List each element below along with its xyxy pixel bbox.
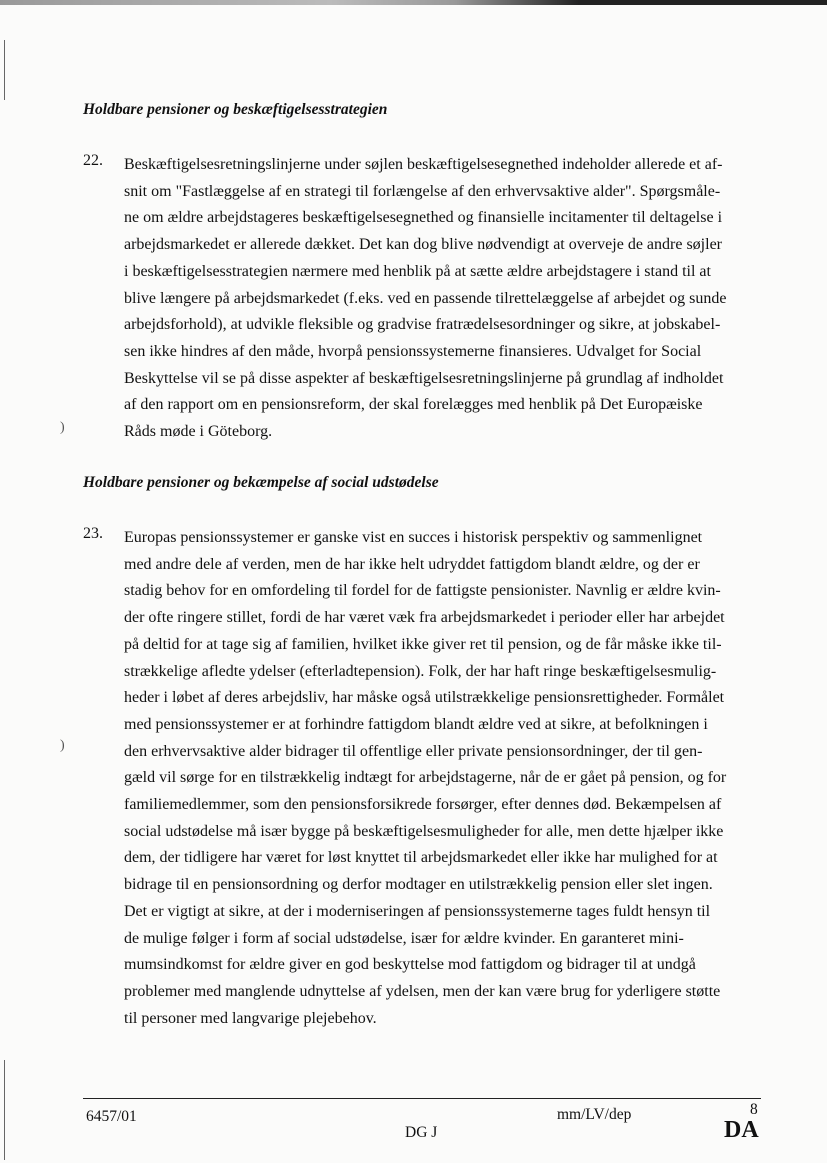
- text-line: til personer med langvarige plejebehov.: [124, 1009, 377, 1027]
- directorate: DG J: [405, 1124, 438, 1141]
- scan-left-edge-lower: [4, 1060, 5, 1160]
- scan-top-edge: [0, 0, 827, 5]
- text-line: bidrage til en pensionsordning og derfor modtager en utilstrækkelig pension eller slet ingen.: [124, 876, 713, 894]
- text-line: de mulige følger i form af social udstødelse, især for ældre kvinder. En garanteret mini-: [124, 929, 684, 947]
- text-line: Beskyttelse vil se på disse aspekter af beskæftigelsesretningslinjerne på grundlag af indholdet: [124, 369, 724, 387]
- paragraph-number: 22.: [83, 152, 103, 169]
- text-line: ne om ældre arbejdstageres beskæftigelsesegnethed og finansielle incitamenter til deltagelse i: [124, 209, 723, 227]
- paragraph-text: [124, 525, 774, 1032]
- text-line: mumsindkomst for ældre giver en god beskyttelse mod fattigdom og bidrager til at undgå: [124, 956, 696, 974]
- text-line: Europas pensionssystemer er ganske vist en succes i historisk perspektiv og sammenlignet: [124, 529, 703, 546]
- text-line: på deltid for at tage sig af familien, hvilket ikke giver ret til pension, og de får måske ikke til-: [124, 635, 722, 653]
- margin-mark: ): [60, 420, 65, 435]
- paragraph-number: 23.: [83, 525, 103, 542]
- section-heading-pensions-employment: Holdbare pensioner og beskæftigelsesstrategien: [83, 101, 388, 118]
- scan-left-edge: [4, 40, 5, 100]
- text-line: dem, der tidligere har været for løst knyttet til arbejdsmarkedet eller ikke har mulighed for at: [124, 849, 718, 867]
- text-line: blive længere på arbejdsmarkedet (f.eks. ved en passende tilrettelæggelse af arbejdet og sunde: [124, 289, 727, 307]
- text-line: familiemedlemmer, som den pensionsforsikrede forsørger, efter dennes død. Bekæmpelsen af: [124, 796, 722, 814]
- text-line: heder i løbet af deres arbejdsliv, har måske også utilstrækkelige pensionsrettigheder. Formålet: [124, 689, 725, 707]
- text-line: sen ikke hindres af den måde, hvorpå pensionssystemerne finansieres. Udvalget for Social: [124, 342, 702, 360]
- text-line: problemer med manglende udnyttelse af ydelsen, men der kan være brug for yderligere støtte: [124, 982, 721, 1000]
- doc-number: 6457/01: [86, 1108, 137, 1125]
- text-line: strækkelige afledte ydelser (efterladtepension). Folk, der har haft ringe beskæftigelsesmulig-: [124, 662, 717, 680]
- text-line: i beskæftigelsesstrategien nærmere med henblik på at sætte ældre arbejdstagere i stand til at: [124, 262, 711, 280]
- text-line: Råds møde i Göteborg.: [124, 423, 273, 441]
- text-line: der ofte ringere stillet, fordi de har været væk fra arbejdsmarkedet i perioder eller har arbejdet: [124, 609, 725, 627]
- text-line: af den rapport om en pensionsreform, der skal forelægges med henblik på Det Europæiske: [124, 396, 703, 414]
- text-line: med pensionssystemer er at forhindre fattigdom blandt ældre ved at sikre, at befolkningen i: [124, 715, 708, 733]
- text-line: Beskæftigelsesretningslinjerne under søjlen beskæftigelsesegnethed indeholder allerede et af-: [124, 156, 723, 173]
- text-line: den erhvervsaktive alder bidrager til offentlige eller private pensionsordninger, der til gen-: [124, 742, 703, 760]
- page-number: 8: [750, 1101, 758, 1118]
- footer-rule: [83, 1098, 761, 1099]
- text-line: arbejdsmarkedet er allerede dækket. Det kan dog blive nødvendigt at overveje de andre søjler: [124, 236, 722, 254]
- text-line: social udstødelse må især bygge på beskæftigelsesmuligheder for alle, men dette hjælper ikke: [124, 822, 724, 840]
- paragraph-text: [124, 152, 774, 446]
- text-line: Det er vigtigt at sikre, at der i moderniseringen af pensionssystemerne tages fuldt hensyn til: [124, 902, 711, 920]
- margin-mark: ): [60, 738, 65, 753]
- text-line: gæld vil sørge for en tilstrækkelig indtægt for arbejdstagerne, når de er gået på pension, og for: [124, 769, 727, 787]
- language-code: DA: [724, 1117, 759, 1143]
- text-line: arbejdsforhold), at udvikle fleksible og gradvise fratrædelsesordninger og sikre, at jobskabel-: [124, 316, 721, 334]
- text-line: snit om "Fastlæggelse af en strategi til forlængelse af den erhvervsaktive alder". Spørgsmåle-: [124, 182, 721, 200]
- section-heading-pensions-exclusion: Holdbare pensioner og bekæmpelse af social udstødelse: [83, 474, 439, 491]
- text-line: stadig behov for en omfordeling til fordel for de fattigste pensionister. Navnlig er ældre kvin-: [124, 582, 721, 600]
- text-line: med andre dele af verden, men de har ikke helt udryddet fattigdom blandt ældre, og der er: [124, 555, 700, 573]
- reference: mm/LV/dep: [557, 1106, 632, 1123]
